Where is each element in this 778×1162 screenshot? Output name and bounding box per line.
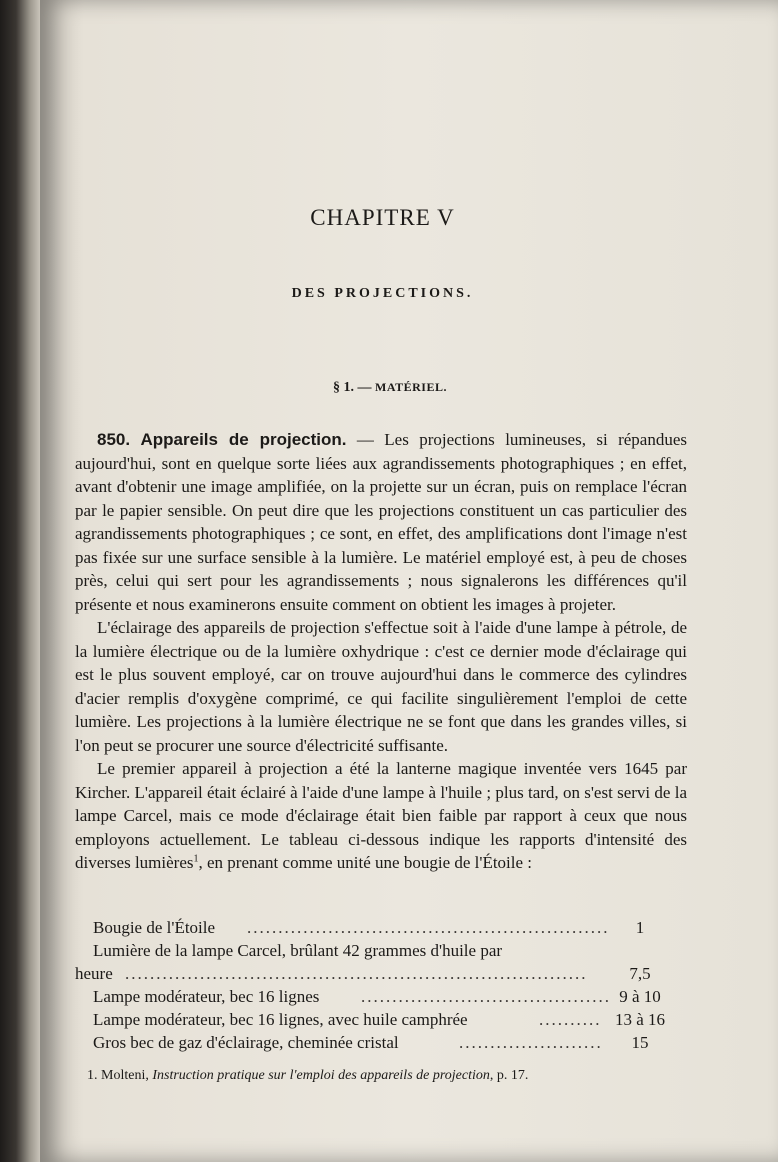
- leader-dots: .......................: [459, 1033, 603, 1052]
- paragraph-1: [75, 428, 687, 616]
- table-row: [75, 939, 687, 962]
- footnote-number: 1.: [87, 1068, 98, 1083]
- section-title-text: MATÉRIEL.: [375, 380, 447, 394]
- footnote-author: Molteni,: [101, 1068, 149, 1083]
- table-row-label: Bougie de l'Étoile: [93, 918, 216, 937]
- chapter-subtitle: DES PROJECTIONS.: [291, 286, 474, 301]
- table-row: [75, 916, 687, 939]
- footnote-work: Instruction pratique sur l'emploi des appareils de projection: [152, 1068, 490, 1083]
- table-row-label: Lumière de la lampe Carcel, brûlant 42 grammes d'huile par: [93, 941, 503, 960]
- paragraph-2: L'éclairage des appareils de projection s'effectue soit à l'aide d'une lampe à pétrole, de la lumière électrique ou de la lumière oxhydrique : c'est ce dernier mode d'éclairage qui est le plus souvent employé, car on trouve aujourd'hui dans le commerce des cylindres d'acier remplis d'oxygène comprimé, ce qui facilite singulièrement l'emploi de cette lumière. Les projections à la lumière électrique ne se font que dans les grandes villes, si l'on peut se procurer une source d'électricité suffisante.: [75, 618, 687, 755]
- table-row-label: heure: [75, 964, 113, 983]
- table-row: [75, 985, 687, 1008]
- paragraph-3: [75, 757, 687, 875]
- footnote-page: , p. 17.: [489, 1068, 529, 1083]
- footnote: [87, 1068, 687, 1084]
- table-row: [75, 1031, 687, 1054]
- article-heading: Appareils de projection.: [140, 430, 347, 449]
- paragraph-3-text-a: Le premier appareil à projection a été la lanterne magique inventée vers 1645 par Kircher. L'appareil était éclairé à l'aide d'une lampe à l'huile ; plus tard, on s'est servi de la lampe Carcel, mais ce mode d'éclairage était bien faible par rapport à ceux que nous employons actuellement. Le tableau ci-dessous indique les rapports d'intensité des diverses lumières: [75, 759, 687, 872]
- chapter-title: CHAPITRE V: [310, 205, 455, 230]
- intensity-table: [75, 916, 687, 1054]
- leader-dots: ..........................................................................: [125, 964, 588, 983]
- table-row-value: 1: [635, 918, 645, 937]
- leader-dots: ........................................: [361, 987, 611, 1006]
- leader-dots: ..........: [539, 1010, 602, 1029]
- table-row-value: 7,5: [629, 964, 651, 983]
- article-number: 850.: [97, 430, 131, 449]
- book-spine: [0, 0, 40, 1162]
- section-title: [75, 380, 705, 396]
- footnote-ref: 1: [193, 853, 199, 865]
- table-row: [75, 1008, 687, 1031]
- paragraph-3-text-b: , en prenant comme unité une bougie de l'Étoile :: [198, 853, 533, 872]
- table-row-label: Lampe modérateur, bec 16 lignes: [93, 987, 320, 1006]
- table-row: [75, 962, 687, 985]
- table-row-value: 13 à 16: [614, 1010, 666, 1029]
- table-row-label: Lampe modérateur, bec 16 lignes, avec huile camphrée: [93, 1010, 468, 1029]
- table-row-value: 9 à 10: [619, 987, 661, 1006]
- section-prefix: § 1. —: [333, 380, 376, 395]
- paragraph-1-text: — Les projections lumineuses, si répandues aujourd'hui, sont en quelque sorte liées aux agrandissements photographiques ; en effet, avant d'obtenir une image amplifiée, on la projette sur un écran, puis on remplace l'écran par le papier sensible. On peut dire que les projections constituent un cas particulier des agrandissements photographiques ; ce sont, en effet, des amplifications dont l'image n'est pas fixée sur une surface sensible à la lumière. Le matériel employé est, à peu de choses près, celui qui sert pour les agrandissements ; nous signalerons les différences qu'il présente et nous examinerons ensuite comment on obtient les images à projeter.: [75, 430, 688, 614]
- article-body: [75, 428, 687, 875]
- table-row-label: Gros bec de gaz d'éclairage, cheminée cristal: [93, 1033, 399, 1052]
- leader-dots: ..........................................................: [247, 918, 610, 937]
- table-row-value: 15: [631, 1033, 649, 1052]
